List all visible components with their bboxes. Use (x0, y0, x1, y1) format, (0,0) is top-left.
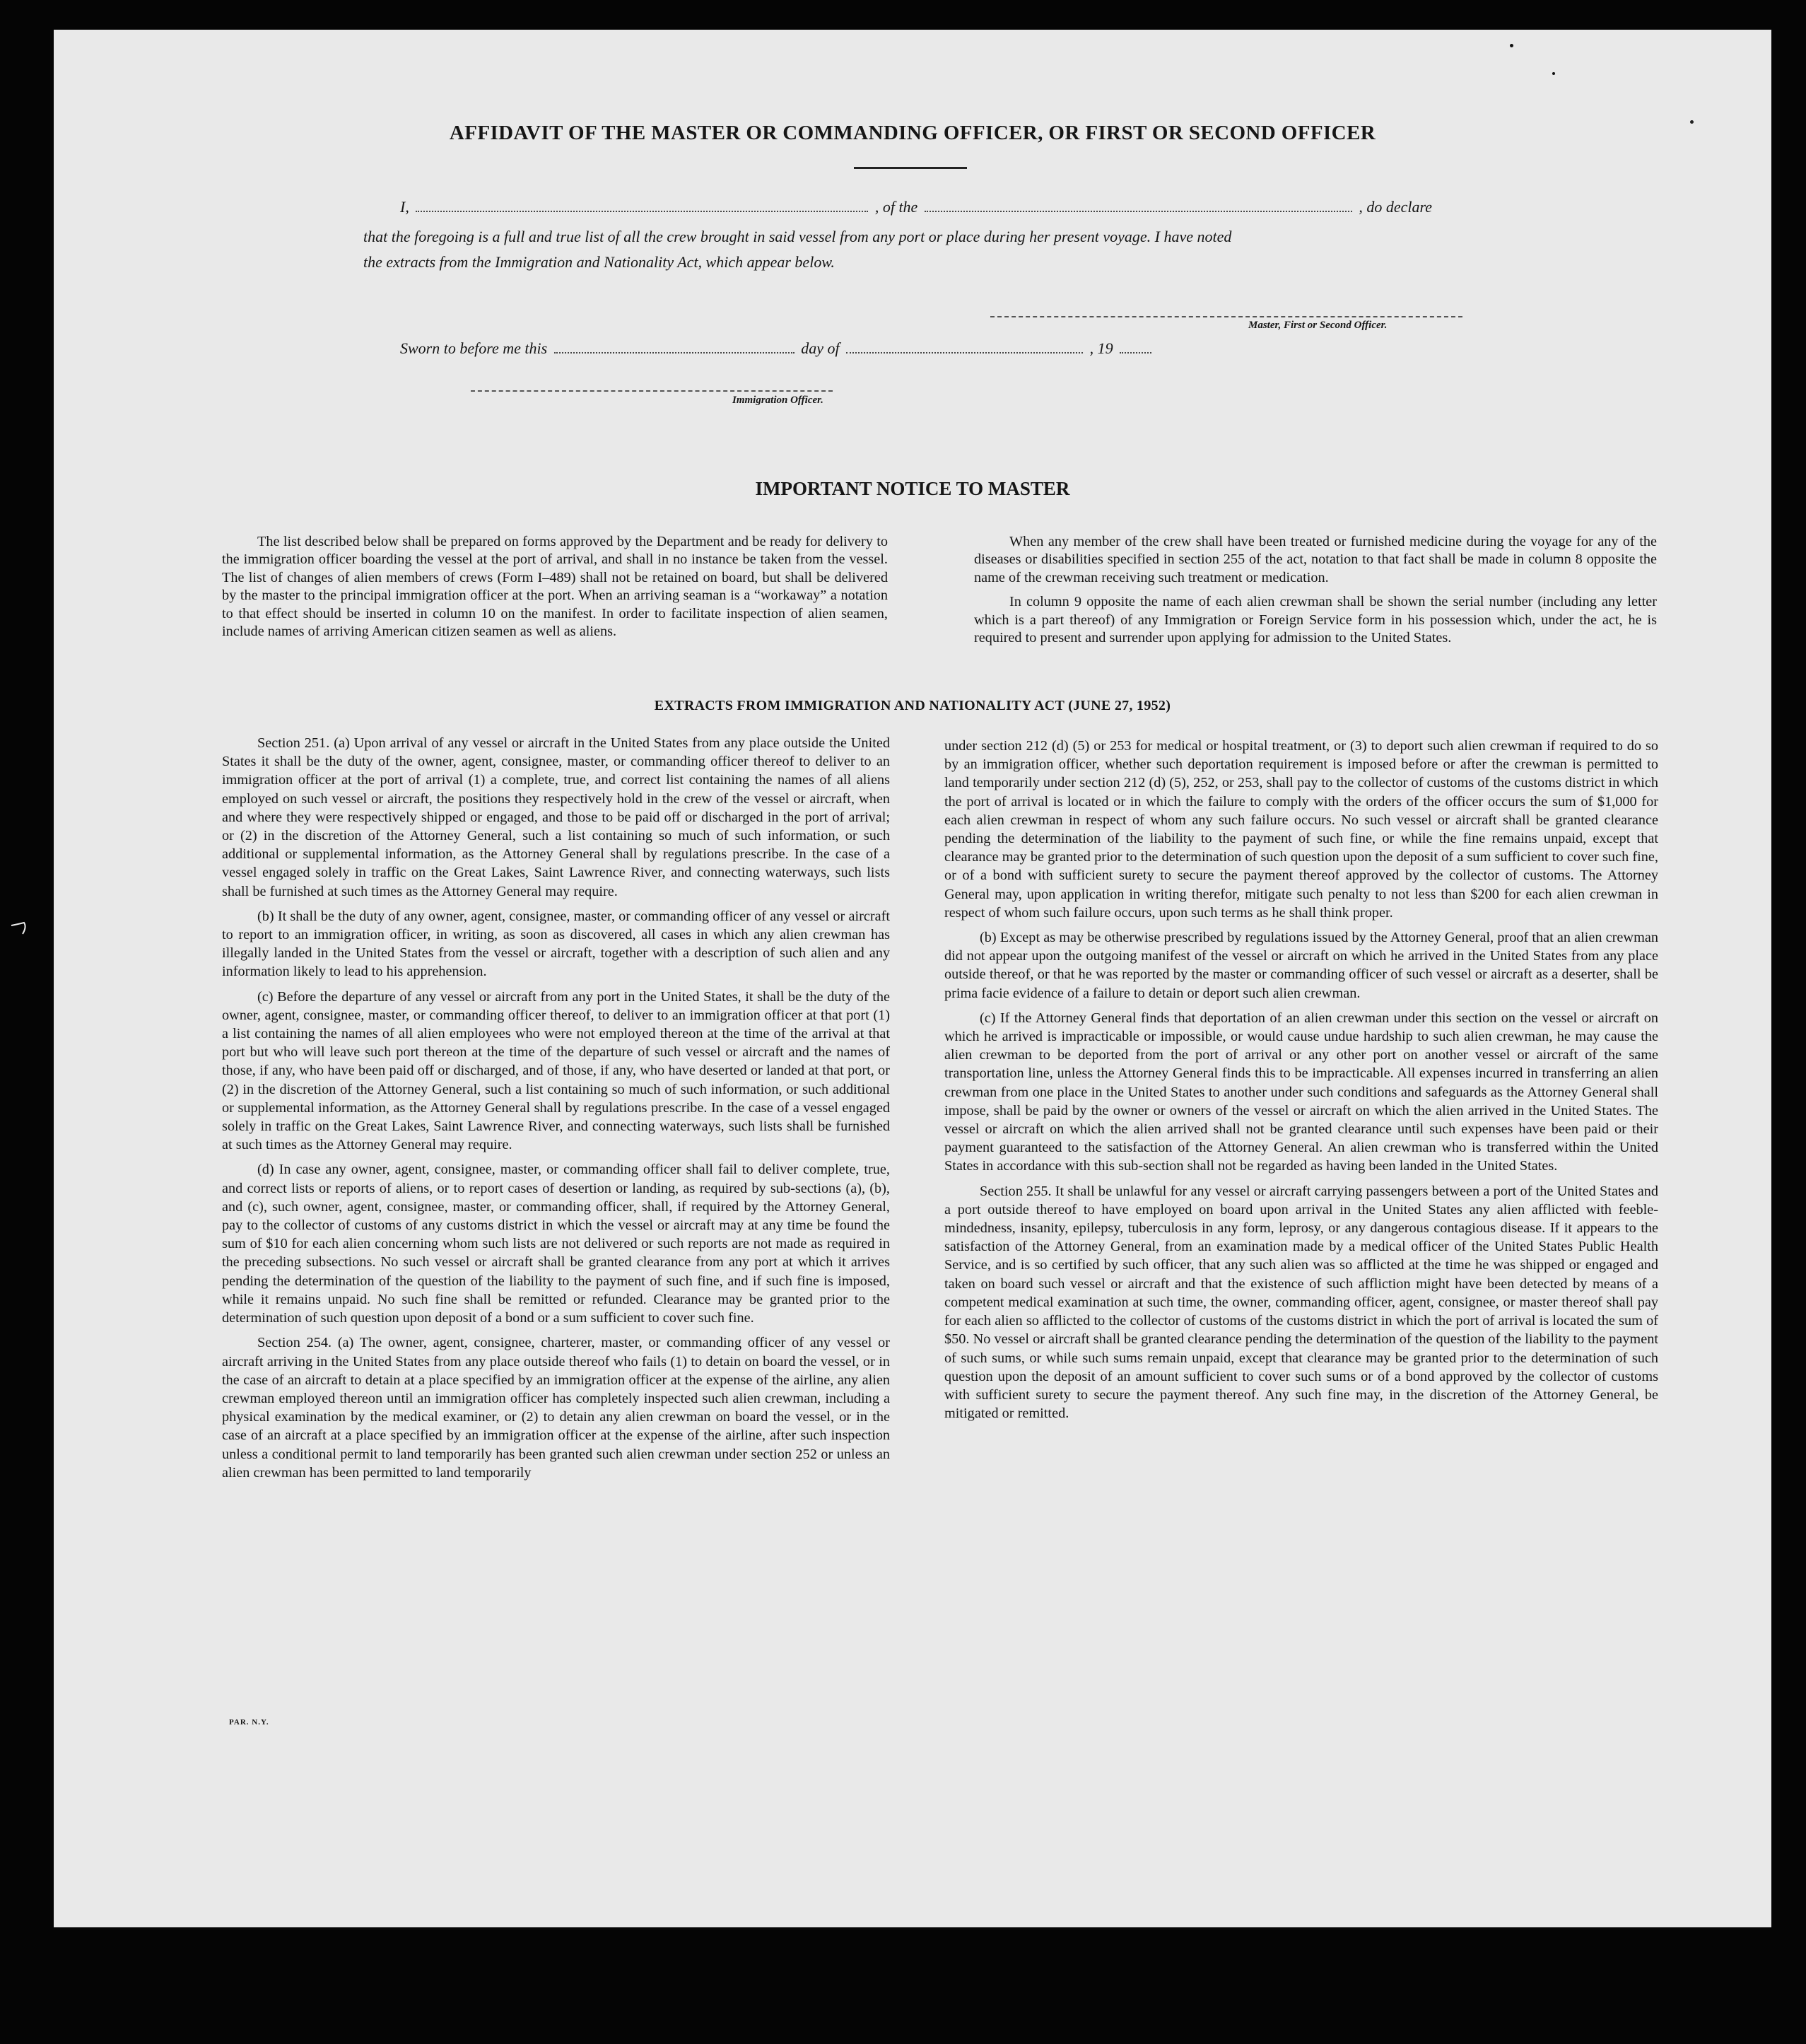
ink-speck (1552, 72, 1555, 75)
notice-paragraph: In column 9 opposite the name of each alien crewman shall be shown the serial number (including any letter which is a part thereof) of any Immigration or Foreign Service form in his possession which, under the act, he is required to present and surrender upon applying for admission to the United States. (974, 594, 1657, 646)
extract-paragraph: (b) Except as may be otherwise prescribed by regulations issued by the Attorney General, proof that an alien crewman did not appear upon the outgoing manifest of the vessel or aircraft on which he arrived in the United States from any place outside thereof, or that he was reported by the master or commanding officer of such vessel or aircraft as a deserter, shall be prima facie evidence of a failure to detain or deport such alien crewman. (944, 930, 1658, 1001)
ink-speck (1510, 44, 1513, 47)
sworn-label: Sworn to before me this (400, 339, 548, 357)
extracts-left-column (222, 734, 890, 1488)
sworn-line (400, 339, 1154, 358)
printer-mark: PAR. N.Y. (229, 1718, 269, 1727)
vessel-field[interactable] (925, 209, 1352, 212)
extract-paragraph: (c) Before the departure of any vessel or aircraft from any port in the United States, it shall be the duty of the owner, agent, consignee, master, or commanding officer thereof, to deliver to an immigration officer at that port (1) a list containing the names of all alien employees who were not employed thereon at the time of the arrival at that port but who will leave such port thereon at the time of the departure of such vessel or aircraft and the names of those, if any, who have been paid off or discharged, and of those, if any, who have deserted or landed at that port, or (2) in the discretion of the Attorney General, such a list containing so much of such information, or such additional or supplemental information, as the Attorney General shall by regulations prescribe. In the case of a vessel engaged solely in traffic on the Great Lakes, Saint Lawrence River, and connecting waterways, such lists shall be furnished at such times as the Attorney General may require. (222, 988, 890, 1153)
statement-line-1: that the foregoing is a full and true list of all the crew brought in said vessel from any port or place during her present voyage. I have noted (363, 228, 1232, 245)
extracts-right-column (944, 737, 1658, 1429)
day-of-label: day of (801, 339, 840, 357)
master-signature-line[interactable] (990, 316, 1462, 317)
immigration-officer-signature-line[interactable] (471, 390, 833, 392)
statement-line-2: the extracts from the Immigration and Nationality Act, which appear below. (363, 253, 835, 271)
sworn-day-field[interactable] (554, 351, 794, 354)
extract-paragraph: (c) If the Attorney General finds that deportation of an alien crewman under this section on the vessel or aircraft on which he arrived is impracticable or impossible, or would cause undue hardship to such alien crewman, he may cause the alien crewman to be deported from the port of arrival or any other port on another vessel or aircraft of the same transportation line, unless the Attorney General finds this to be impracticable. All expenses incurred in transferring an alien crewman from one place in the United States to another under such conditions and safeguards as the Attorney General shall impose, shall be paid by the owner or owners of the vessel or aircraft on which the alien arrived in the United States. The vessel or aircraft on which the alien arrived shall not be granted clearance until such expenses have been paid or their payment guaranteed to the satisfaction of the Attorney General. An alien crewman who is transferred within the United States in accordance with this sub-section shall not be regarded as having been landed in the United States. (944, 1010, 1658, 1174)
year-prefix: , 19 (1089, 339, 1113, 357)
sworn-month-field[interactable] (846, 351, 1083, 354)
document-page (54, 30, 1771, 1927)
extract-paragraph: Section 254. (a) The owner, agent, consignee, charterer, master, or commanding officer of any vessel or aircraft arriving in the United States from any place outside thereof who fails (1) to detain on board the vessel, or in the case of an aircraft to detain at a place specified by an immigration officer at the expense of the airline, any alien crewman employed thereon until an immigration officer has completely inspected such alien crewman, including a physical examination by the medical examiner, or (2) to detain any alien crewman on board the vessel, or in the case of an aircraft at a place specified by an immigration officer at the expense of the airline, after such inspection unless a conditional permit to land temporarily has been granted such alien crewman under section 252 or unless an alien crewman has been permitted to land temporarily (222, 1335, 890, 1481)
notice-left-column (222, 533, 888, 647)
extract-paragraph: (d) In case any owner, agent, consignee, master, or commanding officer shall fail to deliver complete, true, and correct lists or reports of aliens, or to report cases of desertion or landing, as required by sub-sections (a), (b), and (c), such owner, agent, consignee, master, or commanding officer, shall, if required by the Attorney General, pay to the collector of customs of any customs district in which the vessel or aircraft may at any time be found the sum of $10 for each alien concerning whom such lists are not delivered or such reports are not made as required in the preceding subsections. No such vessel or aircraft shall be granted clearance from any port at which it arrives pending the determination of the question of the liability to the payment of such fine, and if such fine is imposed, while it remains unpaid. No such fine shall be remitted or refunded. Clearance may be granted prior to the determination of such question upon deposit of a bond or a sum sufficient to cover such fine. (222, 1162, 890, 1326)
sworn-year-field[interactable] (1120, 351, 1151, 354)
extract-paragraph: Section 255. It shall be unlawful for any vessel or aircraft carrying passengers between a port of the United States and a port outside thereof to have employed on board upon arrival in the United States any alien afflicted with feeble-mindedness, insanity, epilepsy, tuberculosis in any form, leprosy, or any dangerous contagious disease. If it appears to the satisfaction of the Attorney General, from an examination made by a medical officer of the United States Public Health Service, and is so certified by such officer, that any such alien was so afflicted at the time he was shipped or engaged and taken on board such vessel or aircraft and that the existence of such affliction might have been detected by means of a competent medical examination at such time, the owner, commanding officer, agent, consignee, or master thereof shall pay for each alien so afflicted to the collector of customs of the customs district in which the port of arrival is located the sum of $50. No vessel or aircraft shall be granted clearance pending the determination of the question of the liability to the payment of such sums, or while such sums remain unpaid, except that clearance may be granted prior to the determination of such question upon the deposit of an amount sufficient to cover such sums or of a bond approved by the collector of customs with sufficient surety to secure the payment thereof. Any such fine may, in the discretion of the Attorney General, be mitigated or remitted. (944, 1183, 1658, 1422)
extract-paragraph: under section 212 (d) (5) or 253 for medical or hospital treatment, or (3) to deport such alien crewman if required to do so by an immigration officer, whether such deportation requirement is imposed before or after the crewman is permitted to land temporarily under section 212 (d) (5), 252, or 253, shall pay to the collector of customs of the customs district in which the port of arrival is located or in which the failure to comply with the orders of the officer occurs the sum of $1,000 for each alien crewman in respect of whom any such failure occurs. No such vessel or aircraft shall be granted clearance pending the determination of the liability to the payment of such fine, or while the fine remains unpaid, except that clearance may be granted prior to the determination of such question upon the deposit of a sum sufficient to cover such fine, or of a bond with sufficient surety to secure the payment thereof approved by the collector of customs. The Attorney General may, upon application in writing therefor, mitigate such penalty to not less than $200 for each alien crewman in respect of whom such failure occurs, upon such terms as he shall think proper. (944, 738, 1658, 921)
master-signature-label: Master, First or Second Officer. (1248, 320, 1388, 331)
do-declare-label: , do declare (1359, 198, 1432, 216)
notice-paragraph: When any member of the crew shall have been treated or furnished medicine during the voyage for any of the diseases or disabilities specified in section 255 of the act, notation to that fact shall be made in column 8 opposite the name of the crewman receiving such treatment or medication. (974, 534, 1657, 585)
affidavit-title: AFFIDAVIT OF THE MASTER OR COMMANDING OFFICER, OR FIRST OR SECOND OFFICER (449, 122, 1376, 144)
extract-paragraph: Section 251. (a) Upon arrival of any vessel or aircraft in the United States from any place outside the United States it shall be the duty of the owner, agent, consignee, master, or commanding officer thereof to deliver to an immigration officer at the port of arrival (1) a complete, true, and correct list containing the names of all aliens employed on such vessel or aircraft, the positions they respectively hold in the crew of the vessel or aircraft, when and where they were respectively shipped or engaged, and those to be paid off or discharged in the port of arrival; or (2) in the discretion of the Attorney General, such a list containing so much of such information, or such additional or supplemental information, as the Attorney General shall by regulations prescribe. In the case of a vessel engaged solely in traffic on the Great Lakes, Saint Lawrence River, and connecting waterways, such lists shall be furnished at such times as the Attorney General may require. (222, 735, 890, 899)
extract-paragraph: (b) It shall be the duty of any owner, agent, consignee, master, or commanding officer of any vessel or aircraft to report to an immigration officer, in writing, as soon as discovered, all cases in which any alien crewman has illegally landed in the United States from the vessel or aircraft, together with a description of such alien and any information likely to lead to his apprehension. (222, 908, 890, 980)
notice-paragraph: The list described below shall be prepared on forms approved by the Department and be ready for delivery to the immigration officer boarding the vessel at the port of arrival, and shall in no instance be taken from the vessel. The list of changes of alien members of crews (Form I–489) shall not be retained on board, but shall be delivered by the master to the principal immigration officer at the port. When an arriving seaman is a “workaway” a notation to that effect should be inserted in column 10 on the manifest. In order to facilitate inspection of alien seamen, include names of arriving American citizen seamen as well as aliens. (222, 534, 888, 640)
name-field[interactable] (416, 209, 868, 212)
notice-title: IMPORTANT NOTICE TO MASTER (755, 478, 1070, 499)
extracts-title: EXTRACTS FROM IMMIGRATION AND NATIONALITY ACT (JUNE 27, 1952) (654, 698, 1171, 713)
notice-right-column (974, 533, 1657, 653)
of-the-label: , of the (874, 198, 918, 216)
immigration-officer-label: Immigration Officer. (732, 395, 823, 406)
title-underline (854, 167, 967, 169)
i-label: I, (400, 198, 409, 216)
declaration-line (400, 198, 1432, 216)
margin-squiggle-icon (8, 909, 37, 937)
